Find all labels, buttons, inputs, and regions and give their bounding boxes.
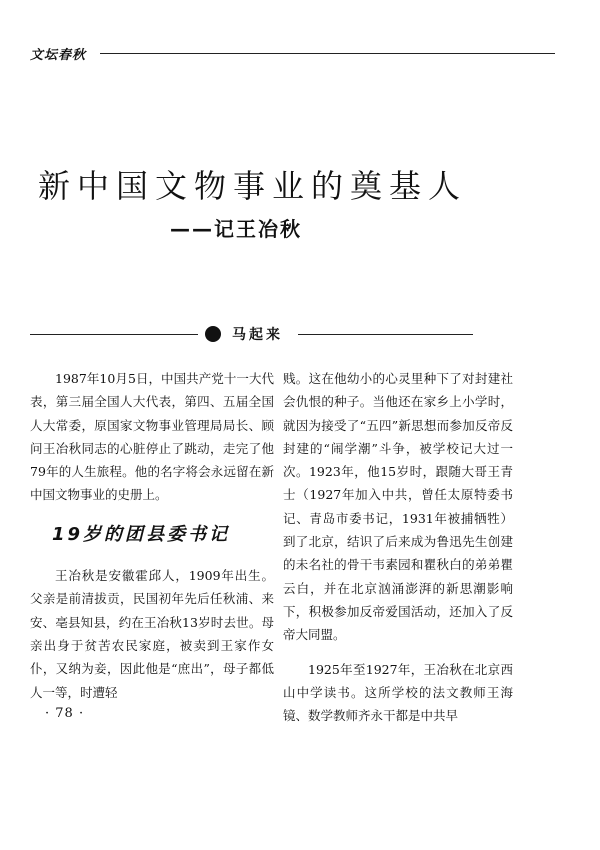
author-rule-left <box>30 334 198 335</box>
article-title: 新中国文物事业的奠基人 <box>38 167 468 206</box>
paragraph-intro: 1987年10月5日，中国共产党十一大代表，第三届全国人大代表，第四、五届全国人大常委，原国家文物事业管理局局长、顾问王冶秋同志的心脏停止了跳动，走完了他79年的人生旅程。他的名字将会永远留在新中国文物事业的史册上。 <box>30 371 274 503</box>
paragraph-family-continued: 贱。这在他幼小的心灵里种下了对封建社会仇恨的种子。当他还在家乡上小学时，就因为接受了“五四”新思想而参加反帝反封建的“闹学潮”斗争，被学校记大过一次。1923年，他15岁时，跟随大哥王青士（1927年加入中共，曾任太原特委书记、青岛市委书记，1931年被捕牺牲）到了北京，结识了后来成为鲁迅先生创建的未名社的骨干韦素园和瞿秋白的弟弟瞿云白，并在北京汹涌澎湃的新思潮影响下，积极参加反帝爱国活动，还加入了反帝大同盟。 <box>283 371 513 643</box>
text-column-left <box>30 367 274 704</box>
article-subtitle: ——记王冶秋 <box>170 217 302 241</box>
section-header-label: 文坛春秋 <box>30 48 87 63</box>
section-heading: 19岁的团县委书记 <box>52 523 231 545</box>
paragraph-family: 王冶秋是安徽霍邱人，1909年出生。父亲是前清拔贡，民国初年先后任秋浦、来安、亳县知县，约在王冶秋13岁时去世。母亲出身于贫苦农民家庭，被卖到王家作女仆，又纳为妾，因此他是“庶出”，母子都低人一等，时遭轻 <box>30 568 274 700</box>
header-rule <box>100 53 555 54</box>
author-name: 马起来 <box>232 327 283 343</box>
page-number: · 78 · <box>45 706 85 721</box>
text-column-right <box>283 367 513 727</box>
author-bullet-icon <box>205 326 221 342</box>
paragraph-school: 1925年至1927年，王冶秋在北京西山中学读书。这所学校的法文教师王海镜、数学教师齐永干都是中共早 <box>283 661 513 724</box>
author-rule-right <box>298 334 473 335</box>
